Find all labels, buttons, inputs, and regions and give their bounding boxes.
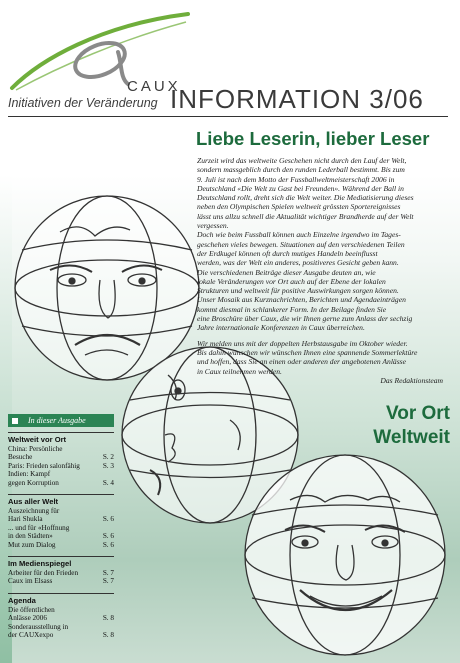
- editorial-closing-line: und hoffen, dass Sie an einen oder anderen der angebotenen Anlässe: [197, 357, 407, 367]
- editorial-line: Strukturen und weltweit für positive Auswirkungen sorgen können.: [197, 286, 399, 296]
- happy-globe-icon: [245, 455, 445, 655]
- toc-entry-title: Auszeichnung für Hari Shukla: [8, 507, 60, 524]
- editorial-line: werden, was der Welt ein anderes, positiveres Gesicht geben kann.: [197, 258, 399, 268]
- feature-headline: [300, 402, 450, 450]
- toc-entry[interactable]: [8, 445, 114, 462]
- editorial-paragraph: [197, 156, 445, 333]
- toc-entry-page: S. 4: [102, 478, 114, 487]
- toc-entry-title: ... und für «Hoffnung in den Städten»: [8, 523, 70, 541]
- editorial-closing-line: in Caux teilnehmen werden.: [197, 366, 282, 376]
- editorial-line: kommt diesmal in schlankerer Form. In der Beilage finden Sie: [197, 304, 387, 314]
- editorial-signature: Das Redaktionsteam: [380, 376, 443, 385]
- toc-section-title: Im Medienspiegel: [8, 559, 72, 569]
- issue-title: INFORMATION 3/06: [170, 84, 424, 114]
- toc-entry-page: S. 6: [102, 540, 114, 549]
- editorial-line: geschehen vieles bewegen. Situationen auf den verschiedenen Teilen: [197, 239, 405, 249]
- editorial-line: Zurzeit wird das weltweite Geschehen nicht durch den Lauf der Welt,: [197, 156, 407, 165]
- editorial-heading: Liebe Leserin, lieber Leser: [196, 128, 430, 149]
- brand-tagline: Initiativen der Veränderung: [8, 96, 158, 110]
- toc-entry-page: S. 8: [102, 631, 114, 640]
- toc-entry-page: S. 8: [102, 614, 114, 623]
- editorial-body: [197, 156, 445, 376]
- toc-entry-title: Paris: Frieden salonfähig: [8, 461, 80, 470]
- toc-section: [8, 494, 114, 549]
- toc-entry-page: S. 6: [102, 515, 114, 524]
- toc-title: In dieser Ausgabe: [28, 416, 86, 425]
- toc-entry-page: S. 7: [102, 569, 114, 578]
- editorial-line: Deutschland rollt, dreht sich die Welt weiter. Die Mediatisierung dieses: [197, 193, 414, 203]
- toc-section-title: Agenda: [8, 595, 36, 605]
- brand-name: CAUX: [127, 78, 181, 95]
- toc-entry[interactable]: [8, 470, 114, 487]
- toc-entry-title: Sonderausstellung in der CAUXexpo: [8, 622, 69, 640]
- editorial-line: der Erdkugel können oft durch mutiges Handeln beeinflusst: [197, 248, 378, 258]
- toc-entry-page: S. 6: [102, 532, 114, 541]
- toc-section-title: Weltweit vor Ort: [8, 435, 67, 444]
- editorial-line: sondern massgeblich durch den runden Lederball bestimmt. Bis zum: [197, 165, 405, 175]
- editorial-line: vergessen.: [197, 221, 229, 231]
- toc-entry-title: Mut zum Dialog: [8, 540, 56, 549]
- toc-entry[interactable]: [8, 606, 114, 623]
- feature-headline-line1: Vor Ort: [385, 403, 450, 424]
- editorial-line: neben den Olympischen Spielen weltweit grössten Sportereignisses: [197, 202, 401, 212]
- toc-entry-title: Die öffentlichen Anlässe 2006: [8, 605, 55, 623]
- sad-globe-icon: [15, 196, 199, 380]
- editorial-line: 9. Juli ist nach dem Motto der Fussballweltmeisterschaft 2006 in: [197, 174, 395, 184]
- editorial-line: lässt uns allzu schnell die Aktualität wichtiger Brandherde auf der Welt: [197, 211, 414, 221]
- editorial-closing-line: Bis dahin wünschen wir wünschen Ihnen eine spannende Sommerlektüre: [197, 347, 418, 357]
- table-of-contents: [8, 414, 114, 640]
- toc-section: [8, 593, 114, 640]
- editorial-line: Die verschiedenen Beiträge dieser Ausgabe deuten an, wie: [197, 267, 376, 277]
- feature-headline-line2: Weltweit: [373, 427, 450, 448]
- editorial-line: lokale Veränderungen vor Ort auch auf der Ebene der lokalen: [197, 276, 386, 286]
- editorial-line: eine Broschüre über Caux, die wir Ihnen gerne zum Anlass der sechzig: [197, 314, 413, 324]
- editorial-closing: [197, 339, 445, 376]
- toc-entry-page: S. 3: [102, 461, 114, 470]
- editorial-line: Deutschland «Die Welt zu Gast bei Freunden». Während der Ball in: [197, 183, 404, 193]
- toc-entry-title: Arbeiter für den Frieden: [8, 569, 79, 578]
- toc-sections: [8, 432, 114, 640]
- toc-section-title: Aus aller Welt: [8, 497, 59, 507]
- editorial-closing-line: Wir melden uns mit der doppelten Herbstausgabe im Oktober wieder.: [197, 338, 408, 348]
- editorial-line: Jahre internationale Konferenzen in Caux überreichen.: [197, 323, 365, 333]
- toc-entry[interactable]: [8, 507, 114, 524]
- toc-entry[interactable]: [8, 541, 114, 549]
- toc-header: [8, 414, 114, 427]
- toc-entry[interactable]: [8, 577, 114, 585]
- toc-entry[interactable]: [8, 623, 114, 640]
- square-bullet-icon: [12, 418, 18, 424]
- toc-entry[interactable]: [8, 569, 114, 577]
- toc-section: [8, 432, 114, 487]
- toc-entry-title: China: Persönliche Besuche: [8, 445, 63, 462]
- editorial-line: Doch wie beim Fussball können auch Einzelne irgendwo im Tages-: [197, 230, 401, 240]
- toc-entry-title: Indien: Kampf gegen Korruption: [8, 470, 59, 487]
- toc-entry-title: Caux im Elsass: [8, 577, 53, 586]
- editorial-line: Unser Mosaik aus Kurznachrichten, Berichten und Agendaeinträgen: [197, 295, 406, 305]
- toc-entry[interactable]: [8, 524, 114, 541]
- toc-entry-page: S. 2: [102, 453, 114, 462]
- toc-entry[interactable]: [8, 462, 114, 470]
- toc-entry-page: S. 7: [102, 577, 114, 586]
- toc-section: [8, 556, 114, 586]
